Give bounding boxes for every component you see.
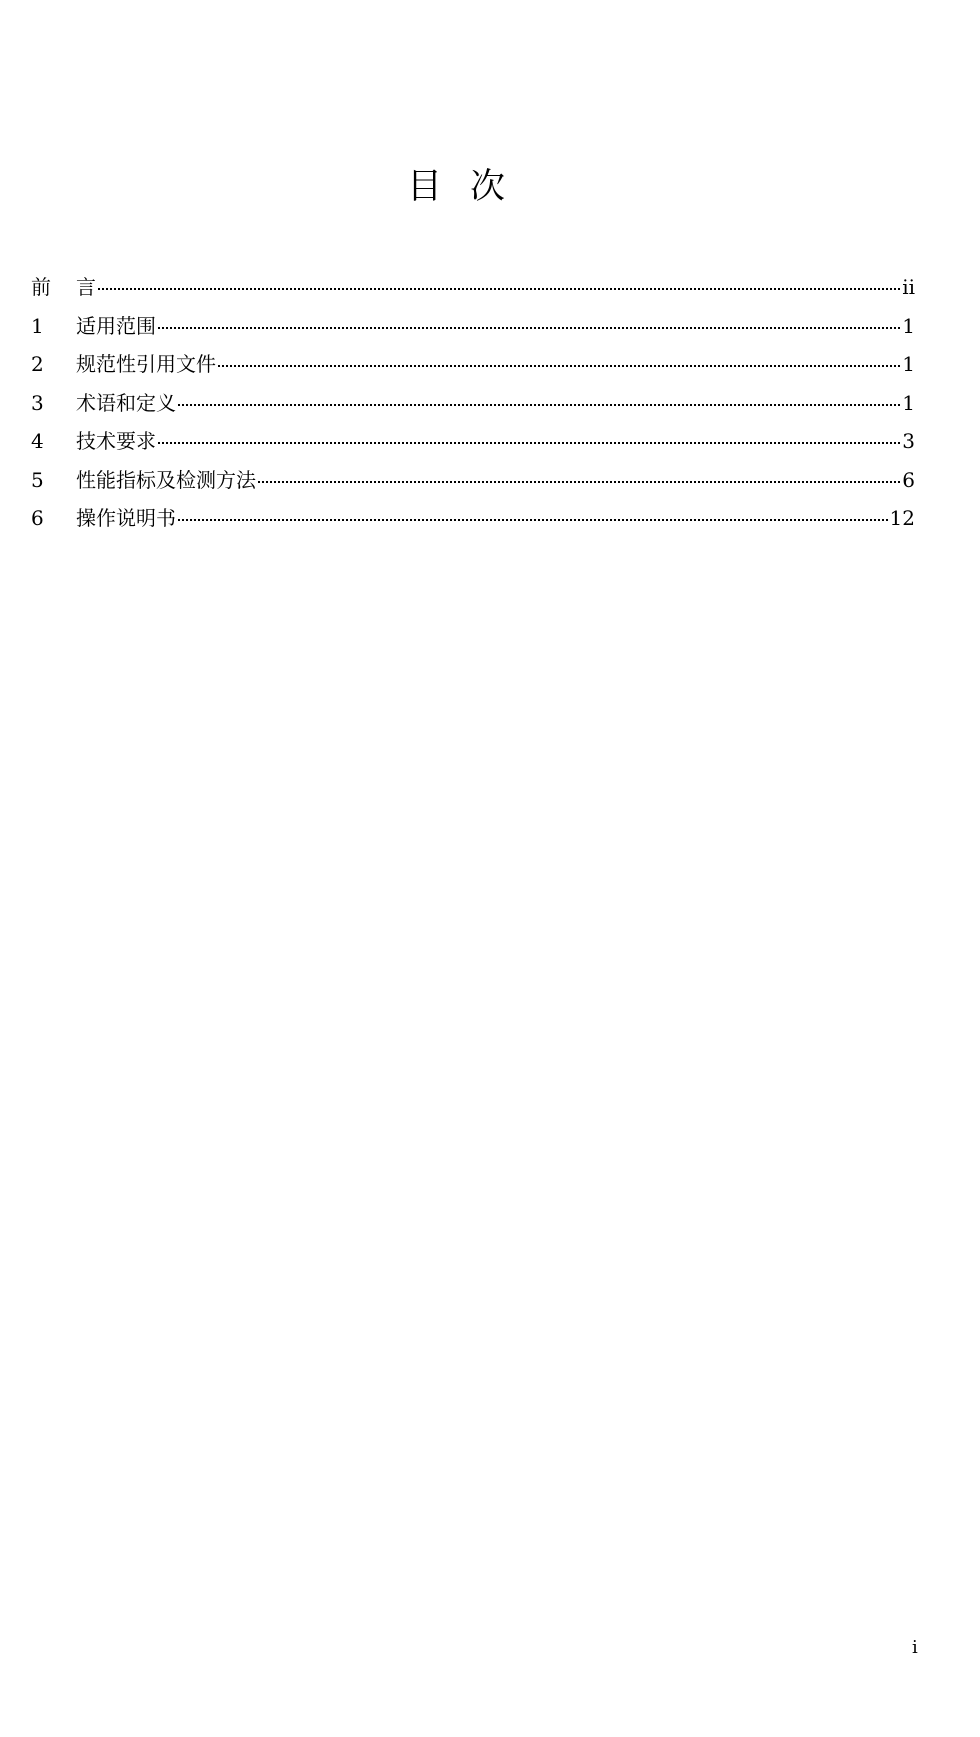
toc-entry-number: 1: [31, 313, 44, 338]
toc-entry-title: 适用范围: [76, 313, 156, 338]
toc-entry-terms-definitions[interactable]: [31, 390, 915, 429]
toc-entry-page: 1: [902, 313, 915, 338]
toc-entry-preface[interactable]: [31, 274, 915, 313]
toc-entry-page: 3: [902, 429, 915, 453]
toc-entry-title: 术语和定义: [76, 390, 176, 415]
dot-leader: [218, 365, 900, 367]
toc-entry-normative-references[interactable]: [31, 351, 915, 390]
toc-entry-number: 4: [31, 429, 44, 453]
toc-entry-number: 2: [31, 352, 44, 376]
toc-entry-number: 3: [31, 390, 44, 415]
toc-entry-page: ii: [902, 275, 915, 299]
dot-leader: [178, 404, 900, 406]
page-title: 目次: [406, 167, 533, 207]
toc-entry-title: 言: [76, 275, 96, 299]
dot-leader: [98, 288, 900, 290]
dot-leader: [178, 519, 888, 521]
toc-entry-page: 6: [902, 467, 915, 492]
toc-entry-title: 规范性引用文件: [76, 352, 216, 376]
dot-leader: [258, 481, 900, 483]
toc-entry-title: 操作说明书: [76, 506, 176, 530]
toc-entry-title: 性能指标及检测方法: [76, 467, 256, 492]
toc-entry-page: 12: [889, 506, 915, 530]
toc-entry-technical-requirements[interactable]: [31, 428, 915, 467]
toc-entry-number: 前: [31, 275, 51, 299]
toc-entry-number: 5: [31, 467, 44, 492]
toc-entry-scope[interactable]: [31, 313, 915, 352]
dot-leader: [158, 327, 900, 329]
table-of-contents: [31, 274, 915, 544]
toc-entry-page: 1: [902, 352, 915, 376]
toc-entry-performance-methods[interactable]: [31, 467, 915, 506]
toc-entry-title: 技术要求: [76, 429, 156, 453]
dot-leader: [158, 442, 900, 444]
page-number: i: [912, 1637, 918, 1658]
toc-entry-operating-instructions[interactable]: [31, 505, 915, 544]
toc-entry-page: 1: [902, 390, 915, 415]
toc-entry-number: 6: [31, 506, 44, 530]
